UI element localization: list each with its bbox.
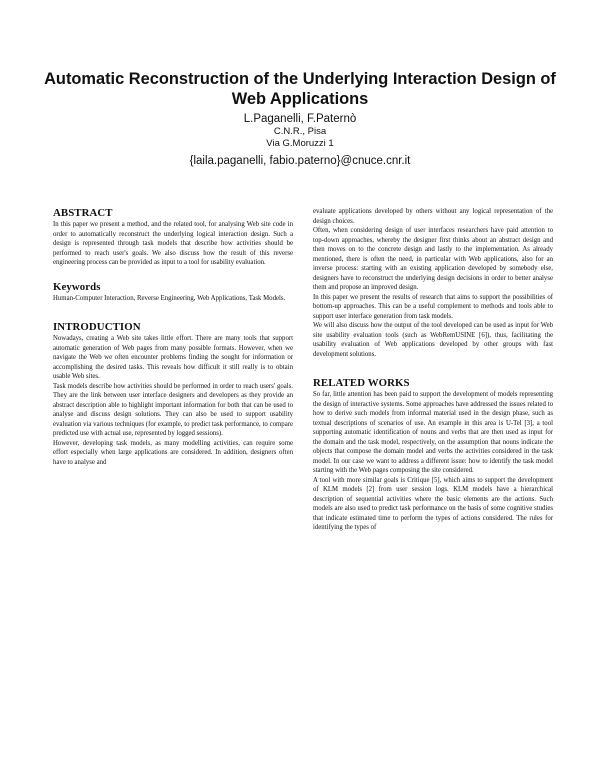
right-paragraph: evaluate applications developed by others without any logical representation of the design choices.	[313, 208, 553, 225]
introduction-paragraph: Nowadays, creating a Web site takes little effort. There are many tools that support automatic generation of Web pages from many possible formats. However, when we navigate the Web we often encounter problems finding the sought for information or accomplishing the desired tasks. This reveals how difficult it still really is to obtain usable Web sites.	[53, 335, 293, 380]
abstract-text: In this paper we present a method, and the related tool, for analysing Web site code in order to automatically reconstruct the underlying logical interaction design. Such a design is represented through task models that describe how activities should be performed to reach user's goals. We also discuss how the result of this reverse engineering process can be provided as input to a tool for usability evaluation.	[53, 221, 293, 266]
institution: C.N.R., Pisa	[273, 126, 327, 137]
introduction-paragraph: However, developing task models, as many modelling activities, can require some effort especially when large applications are considered. In addition, designers often have to analyse and	[53, 439, 293, 466]
keywords-text: Human-Computer Interaction, Reverse Engineering, Web Applications, Task Models.	[53, 294, 286, 302]
right-column	[313, 207, 553, 533]
right-paragraph: Often, when considering design of user interfaces researchers have paid attention to top-down approaches, whereby the designer first thinks about an abstract design and then moves on to the concrete design and lastly to the implementation. As already mentioned, there is often the need, in particular with Web applications, also for an inverse process: starting with an existing application developed by somebody else, designers have to reconstruct the underlying design decisions in order to better analyse them and propose an improved design.	[313, 227, 553, 291]
related-works-paragraph: So far, little attention has been paid to support the development of models representing the design of interactive systems. Some approaches have addressed the issues related to how to derive such models from informal material used in the design phase, such as textual descriptions of scenarios of use. An example in this area is U-Tel [3], a tool supporting automatic identification of nouns and verbs that are then used as input for the domain and the task model, respectively, on the assumption that nouns indicate the objects that compose the domain model and verbs the activities considered in the task model. In our case we want to address a different issue: how to identify the task model starting with the Web pages composing the site considered.	[313, 391, 553, 474]
abstract-heading: ABSTRACT	[53, 207, 113, 219]
left-column	[53, 207, 293, 467]
paper-title: Automatic Reconstruction of the Underlying Interaction Design of Web Applications	[44, 70, 556, 108]
related-works-heading: RELATED WORKS	[313, 377, 410, 389]
related-works-paragraph: A tool with more similar goals is Critique [5], which aims to support the development of KLM models [2] from user session logs. KLM models have a hierarchical description of sequential activities where the basic elements are the actions. Such models are also used to predict task performance on the basis of some cognitive studies that indicate estimated time to perform the types of actions considered. The rules for identifying the types of	[313, 476, 553, 531]
right-paragraph: We will also discuss how the output of the tool developed can be used as input for Web site usability evaluation tools (such as WebRemUSINE [6]), thus, facilitating the usability evaluation of Web applications developed by other groups with fast development solutions.	[313, 322, 553, 358]
introduction-heading: INTRODUCTION	[53, 321, 141, 333]
address: Via G.Moruzzi 1	[266, 138, 334, 149]
author-block	[100, 112, 500, 168]
introduction-paragraph: Task models describe how activities should be performed in order to reach users' goals. They are the link between user interface designers and developers as they provide an abstract description able to highlight important information for both that can be used to analyse and discuss design solutions. They can also be used to support usability evaluation via various techniques (for example, to predict task performance, to compare predicted use with actual use, represented by logged sessions).	[53, 382, 293, 437]
keywords-heading: Keywords	[53, 280, 101, 293]
author-names: L.Paganelli, F.Paternò	[243, 113, 357, 125]
right-paragraph: In this paper we present the results of research that aims to support the possibilities of bottom-up approaches. This can be a useful complement to methods and tools able to support user interface generation from task models.	[313, 293, 553, 320]
author-email: {laila.paganelli, fabio.paterno}@cnuce.cnr.it	[189, 155, 411, 167]
